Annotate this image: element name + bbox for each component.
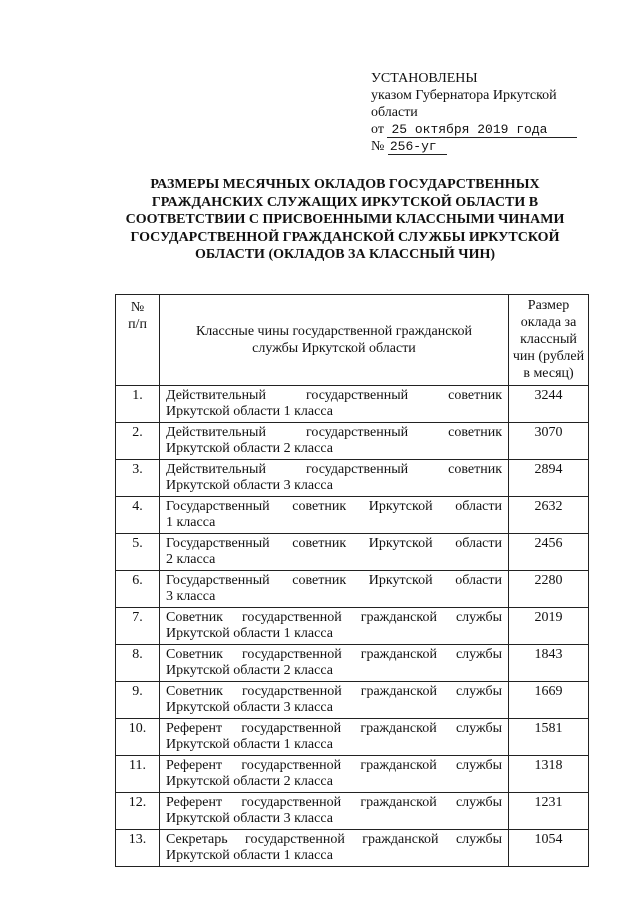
rank-name	[160, 386, 509, 423]
rank-name	[160, 719, 509, 756]
approval-region: области	[371, 105, 418, 120]
rank-name-line: Действительный государственный советник	[166, 425, 502, 440]
salary-value: 3244	[509, 386, 589, 423]
rank-name	[160, 423, 509, 460]
date-prefix: от	[371, 122, 384, 137]
rank-name-line: Референт государственной гражданской службы	[166, 795, 502, 810]
rank-name-line: Иркутской области 3 класса	[166, 478, 333, 493]
title-line: ГРАЖДАНСКИХ СЛУЖАЩИХ ИРКУТСКОЙ ОБЛАСТИ В	[151, 194, 539, 210]
table-row	[116, 719, 589, 756]
rank-name-line: Иркутской области 3 класса	[166, 700, 333, 715]
rank-name-line: Государственный советник Иркутской области	[166, 536, 502, 551]
approval-date-line	[371, 121, 611, 138]
row-number: 2.	[116, 423, 160, 460]
salary-value: 1231	[509, 793, 589, 830]
header-rank-name	[160, 295, 509, 386]
header-size-line: классный	[520, 332, 577, 347]
table-row	[116, 386, 589, 423]
header-num-line: №	[130, 300, 145, 315]
salary-value: 1054	[509, 830, 589, 867]
rank-name-line: Иркутской области 3 класса	[166, 811, 333, 826]
rank-name-line: Иркутской области 1 класса	[166, 737, 333, 752]
salary-value: 3070	[509, 423, 589, 460]
table-row	[116, 423, 589, 460]
rank-name	[160, 534, 509, 571]
table-header-row	[116, 295, 589, 386]
rank-name-line: Иркутской области 2 класса	[166, 663, 333, 678]
row-number: 3.	[116, 460, 160, 497]
salary-value: 2632	[509, 497, 589, 534]
table-row	[116, 830, 589, 867]
rank-name-line: Советник государственной гражданской службы	[166, 610, 502, 625]
rank-name-line: Советник государственной гражданской службы	[166, 647, 502, 662]
header-num-line: п/п	[128, 317, 147, 332]
rank-name-line: 1 класса	[166, 515, 216, 530]
rank-name-line: Государственный советник Иркутской области	[166, 499, 502, 514]
rank-name	[160, 793, 509, 830]
rank-name-line: Иркутской области 1 класса	[166, 404, 333, 419]
row-number: 9.	[116, 682, 160, 719]
salary-value: 2456	[509, 534, 589, 571]
rank-name-line: Иркутской области 1 класса	[166, 848, 333, 863]
header-size-line: Размер	[527, 298, 570, 313]
rank-name-line: Секретарь государственной гражданской службы	[166, 832, 502, 847]
row-number: 11.	[116, 756, 160, 793]
rank-name-line: Иркутской области 2 класса	[166, 774, 333, 789]
row-number: 6.	[116, 571, 160, 608]
rank-name-line: 3 класса	[166, 589, 216, 604]
table-row	[116, 497, 589, 534]
salary-value: 1318	[509, 756, 589, 793]
header-size-line: чин (рублей	[512, 349, 585, 364]
approval-heading: УСТАНОВЛЕНЫ	[371, 71, 478, 86]
salary-value: 2894	[509, 460, 589, 497]
table-row	[116, 793, 589, 830]
table-row	[116, 756, 589, 793]
title-line: СООТВЕТСТВИИ С ПРИСВОЕННЫМИ КЛАССНЫМИ ЧИНАМИ	[125, 212, 565, 227]
header-size-line: оклада за	[520, 315, 577, 330]
document-title	[110, 176, 580, 264]
rank-name-line: Иркутской области 2 класса	[166, 441, 333, 456]
row-number: 5.	[116, 534, 160, 571]
title-line: РАЗМЕРЫ МЕСЯЧНЫХ ОКЛАДОВ ГОСУДАРСТВЕННЫХ	[150, 177, 540, 192]
approval-number: 256-уг	[388, 139, 447, 155]
salary-value: 2019	[509, 608, 589, 645]
rank-name-line: Референт государственной гражданской службы	[166, 721, 502, 736]
rank-name-line: Государственный советник Иркутской области	[166, 573, 502, 588]
header-name-line: службы Иркутской области	[252, 341, 416, 356]
rank-name	[160, 756, 509, 793]
salary-value: 1843	[509, 645, 589, 682]
row-number: 1.	[116, 386, 160, 423]
approval-block	[371, 70, 611, 155]
salary-value: 1581	[509, 719, 589, 756]
rank-name	[160, 645, 509, 682]
table-row	[116, 645, 589, 682]
header-salary	[509, 295, 589, 386]
rank-name-line: 2 класса	[166, 552, 216, 567]
title-line: ГОСУДАРСТВЕННОЙ ГРАЖДАНСКОЙ СЛУЖБЫ ИРКУТСКОЙ	[130, 229, 560, 245]
approval-date: 25 октября 2019 года	[387, 122, 577, 138]
table-row	[116, 608, 589, 645]
table-row	[116, 534, 589, 571]
rank-name-line: Советник государственной гражданской службы	[166, 684, 502, 699]
rank-name-line: Иркутской области 1 класса	[166, 626, 333, 641]
rank-name	[160, 682, 509, 719]
number-prefix: №	[371, 139, 385, 154]
header-num	[116, 295, 160, 386]
salary-value: 2280	[509, 571, 589, 608]
approval-decree: указом Губернатора Иркутской	[371, 88, 557, 103]
approval-number-line	[371, 138, 611, 155]
table-row	[116, 460, 589, 497]
rank-name-line: Действительный государственный советник	[166, 462, 502, 477]
table-row	[116, 682, 589, 719]
salary-value: 1669	[509, 682, 589, 719]
header-name-line: Классные чины государственной гражданской	[195, 324, 473, 339]
row-number: 12.	[116, 793, 160, 830]
row-number: 10.	[116, 719, 160, 756]
rank-name-line: Референт государственной гражданской службы	[166, 758, 502, 773]
rank-name	[160, 497, 509, 534]
row-number: 4.	[116, 497, 160, 534]
rank-name	[160, 608, 509, 645]
table-row	[116, 571, 589, 608]
rank-name-line: Действительный государственный советник	[166, 388, 502, 403]
rank-name	[160, 571, 509, 608]
rank-name	[160, 830, 509, 867]
rank-name	[160, 460, 509, 497]
row-number: 13.	[116, 830, 160, 867]
row-number: 7.	[116, 608, 160, 645]
salary-table	[115, 294, 589, 867]
title-line: ОБЛАСТИ (ОКЛАДОВ ЗА КЛАССНЫЙ ЧИН)	[194, 247, 496, 262]
header-size-line: в месяц)	[523, 366, 574, 381]
row-number: 8.	[116, 645, 160, 682]
